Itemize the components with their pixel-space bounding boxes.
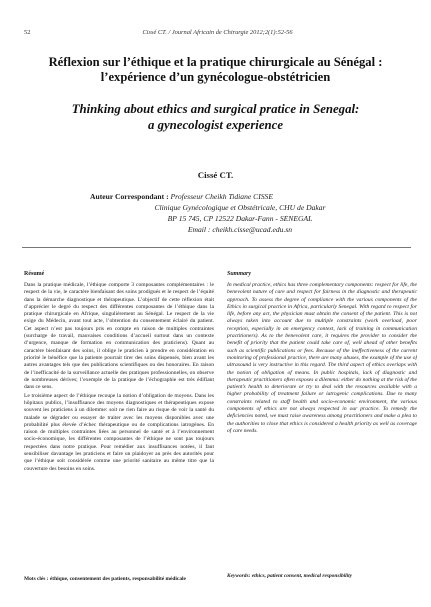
resume-paragraph-2: Le troisième aspect de l’éthique recoupe la notion d’obligation de moyens. Dans les hôpitaux publics, l’insuffisance des moyens diagnostiques et thérapeutiques expose souvent les praticiens à un dilemme: soit ne rien faire au risque de voir la santé du malade se dégrader ou essayer de traiter avec les moyens disponibles avec une probabilité plus élevée d’échec thérapeutique ou de complications iatrogènes. En raison de multiples contraintes liées au personnel de santé et à l’environnement socio-économique, les différentes composantes de l’éthique ne sont pas toujours respectées dans notre pratique. Pour remédier aux insuffisances notées, il faut sensibiliser davantage les praticiens et faire un plaidoyer au près des autorités pour que l’éthique soit considérée comme une priorité sanitaire au même titre que la couverture des besoins en soins.: [24, 392, 214, 472]
title-english: [30, 101, 401, 133]
title-english-line-1: Thinking about ethics and surgical pratice in Senegal:: [71, 102, 360, 116]
title-french: [30, 55, 401, 85]
summary-column: [227, 282, 417, 575]
address-line: BP 15 745, CP 12522 Dakar-Fann - SENEGAL: [167, 214, 313, 223]
email-link[interactable]: Email : cheikh.cisse@ucad.edu.sn: [187, 225, 293, 234]
resume-keywords: Mots clés : éthique, consentement des patients, responsabilité médicale: [24, 576, 186, 582]
page-number: 52: [24, 29, 31, 36]
journal-citation: Cissé CT. / Journal Africain de Chirurgie 2012;2(1):52-56: [142, 29, 293, 36]
resume-paragraph-1: Dans la pratique médicale, l’éthique comporte 3 composantes complémentaires : le respect de la vie, le caractère bienfaisant des soins prodigués et le respect de l’équité dans la démarche diagnostique et thérapeutique. L’objectif de cette réflexion était d’apprécier le degré du respect des différentes composantes de l’éthique dans la pratique chirurgicale en Afrique, singulièrement au Sénégal. Le respect de la vie exige du Médecin, avant tout acte, l’obtention du consentement éclairé du patient. Cet aspect n’est pas toujours pris en compte en raison de multiples contraintes (surcharge de travail, mauvaises conditions d’accueil surtout dans un contexte d’urgence, manque de formation en communication des praticiens). Quant au caractère bienfaisant des soins, il oblige le praticien à prendre en considération en priorité le bénéfice que la patiente pourrait tirer des soins dispensés, bien avant les autres avantages tels que des publications scientifiques ou des honoraires. En raison de l’inefficacité de la surveillance actuelle des pratiques professionnelles, on observe de nombreuses dérives; l’exemple de la pratique de l’échographie est très édifiant dans ce sens.: [24, 282, 214, 391]
resume-heading: Résumé: [24, 271, 45, 277]
resume-column: [24, 282, 214, 575]
correspondence-label: Auteur Correspondant :: [90, 192, 169, 201]
affiliation-line: Clinique Gynécologique et Obstétricale, CHU de Dakar: [154, 203, 326, 212]
summary-heading: Summary: [227, 271, 252, 277]
author-name: Cissé CT.: [197, 170, 234, 180]
correspondence-name: Professeur Cheikh Tidiane CISSE: [170, 192, 273, 201]
summary-keywords: Keywords: ethics, patient consent, medical responsibility: [227, 573, 353, 579]
section-divider: [22, 247, 411, 248]
summary-paragraph-1: In medical practice, ethics has three complementary components: respect for life, the benevolent nature of care and respect for fairness in the diagnostic and therapeutic approach. To assess the degree of compliance with the various components of the Ethics in surgical practice in Africa, particularly Senegal. With regard to respect for life, before any act, the physician must obtain the consent of the patient. This is not always taken into account due to multiple constraints (work overload, poor reception, especially in an emergency context, lack of training in communication practitioners). As to the benevolent care, it requires the provider to consider the benefit of priority that the patient could take care of, well ahead of other benefits such as scientific publications or fees. Because of the ineffectiveness of the current monitoring of professional practice, there are many abuses, the example of the use of ultrasound is very instructive in this regard. The third aspect of ethics overlaps with the notion of obligation of means. In public hospitals, lack of diagnostic and therapeutic practitioners often exposes a dilemma: either do nothing at the risk of the patient’s health to deteriorate or try to deal with the resources available with a higher probability of treatment failure or iatrogenic complications. Due to many constraints related to staff health and socio-economic environment, the various components of ethics are not always respected in our practice. To remedy the deficiencies noted, we must raise awareness among practitioners and make a plea to the authorities to close that ethics is considered a health priority as well as coverage of care needs.: [227, 282, 417, 434]
title-english-line-2: a gynecologist experience: [147, 118, 284, 132]
correspondence-block: [90, 191, 390, 235]
title-french-line-1: Réflexion sur l’éthique et la pratique chirurgicale au Sénégal :: [48, 55, 383, 69]
title-french-line-2: l’expérience d’un gynécologue-obstétricien: [100, 70, 331, 84]
